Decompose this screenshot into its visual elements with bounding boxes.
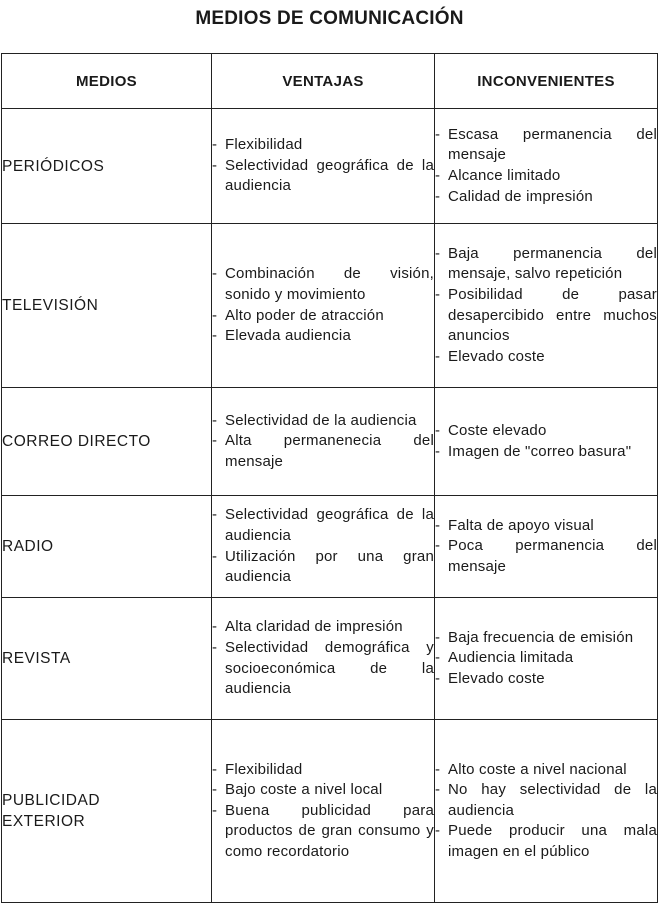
medio-label: PERIÓDICOS <box>2 157 105 175</box>
header-inconvenientes: INCONVENIENTES <box>435 54 658 109</box>
medio-label: CORREO DIRECTO <box>2 433 151 450</box>
ventaja-item: - Flexibilidad <box>212 135 434 156</box>
inconveniente-item: - Alcance limitado <box>435 166 657 187</box>
inconveniente-item: - Coste elevado <box>435 421 657 442</box>
inconvenientes-list <box>435 628 657 690</box>
ventaja-item: - Selectividad demográfica y socioeconómica de la audiencia <box>212 638 434 700</box>
inconvenientes-cell <box>435 388 658 496</box>
medio-cell <box>2 388 212 496</box>
inconveniente-item: - Posibilidad de pasar desapercibido entre muchos anuncios <box>435 285 657 347</box>
inconvenientes-list <box>435 421 657 462</box>
medio-cell <box>2 720 212 903</box>
inconveniente-item: - Audiencia limitada <box>435 648 657 669</box>
inconvenientes-list <box>435 760 657 863</box>
medio-cell <box>2 496 212 598</box>
ventaja-item: - Selectividad geográfica de la audiencia <box>212 505 434 546</box>
inconveniente-item: - Alto coste a nivel nacional <box>435 760 657 781</box>
page-title: MEDIOS DE COMUNICACIÓN <box>195 8 464 29</box>
ventajas-list <box>212 411 434 473</box>
header-ventajas: VENTAJAS <box>212 54 435 109</box>
ventajas-list <box>212 264 434 346</box>
ventaja-item: - Alta claridad de impresión <box>212 617 434 638</box>
ventaja-item: - Combinación de visión, sonido y movimiento <box>212 264 434 305</box>
ventajas-list <box>212 617 434 699</box>
medio-cell <box>2 109 212 224</box>
ventaja-item: - Buena publicidad para productos de gran consumo y como recordatorio <box>212 801 434 863</box>
medio-label: RADIO <box>2 538 54 555</box>
medio-cell <box>2 598 212 720</box>
inconveniente-item: - Baja permanencia del mensaje, salvo repetición <box>435 244 657 285</box>
medio-cell <box>2 224 212 388</box>
ventajas-cell <box>212 598 435 720</box>
ventaja-item: - Utilización por una gran audiencia <box>212 547 434 588</box>
table-row <box>2 598 658 720</box>
inconveniente-item: - Imagen de "correo basura" <box>435 442 657 463</box>
ventajas-cell <box>212 109 435 224</box>
table-row <box>2 109 658 224</box>
ventaja-item: - Bajo coste a nivel local <box>212 780 434 801</box>
inconvenientes-cell <box>435 598 658 720</box>
table-row <box>2 224 658 388</box>
inconveniente-item: - Baja frecuencia de emisión <box>435 628 657 649</box>
inconveniente-item: - Elevado coste <box>435 669 657 690</box>
medio-label: PUBLICIDAD EXTERIOR <box>2 792 101 830</box>
medio-label: REVISTA <box>2 650 71 667</box>
inconvenientes-cell <box>435 224 658 388</box>
inconveniente-item: - Elevado coste <box>435 347 657 368</box>
inconveniente-item: - No hay selectividad de la audiencia <box>435 780 657 821</box>
ventaja-item: - Flexibilidad <box>212 760 434 781</box>
ventajas-list <box>212 135 434 197</box>
ventaja-item: - Alta permanenecia del mensaje <box>212 431 434 472</box>
inconvenientes-list <box>435 516 657 578</box>
ventajas-cell <box>212 720 435 903</box>
ventajas-list <box>212 505 434 587</box>
table-body <box>2 109 658 903</box>
inconveniente-item: - Falta de apoyo visual <box>435 516 657 537</box>
ventaja-item: - Selectividad de la audiencia <box>212 411 434 432</box>
inconvenientes-cell <box>435 496 658 598</box>
ventaja-item: - Selectividad geográfica de la audiencia <box>212 156 434 197</box>
media-comparison-table <box>1 53 658 903</box>
table-row <box>2 720 658 903</box>
ventaja-item: - Elevada audiencia <box>212 326 434 347</box>
ventajas-cell <box>212 496 435 598</box>
inconvenientes-cell <box>435 109 658 224</box>
inconveniente-item: - Calidad de impresión <box>435 187 657 208</box>
inconvenientes-cell <box>435 720 658 903</box>
table-row <box>2 496 658 598</box>
header-row <box>2 54 658 109</box>
ventajas-list <box>212 760 434 863</box>
table-row <box>2 388 658 496</box>
inconveniente-item: - Puede producir una mala imagen en el público <box>435 821 657 862</box>
medio-label: TELEVISIÓN <box>2 297 99 314</box>
ventajas-cell <box>212 224 435 388</box>
inconveniente-item: - Poca permanencia del mensaje <box>435 536 657 577</box>
inconveniente-item: - Escasa permanencia del mensaje <box>435 125 657 166</box>
header-medios: MEDIOS <box>2 54 212 109</box>
inconvenientes-list <box>435 125 657 207</box>
inconvenientes-list <box>435 244 657 368</box>
ventajas-cell <box>212 388 435 496</box>
ventaja-item: - Alto poder de atracción <box>212 306 434 327</box>
